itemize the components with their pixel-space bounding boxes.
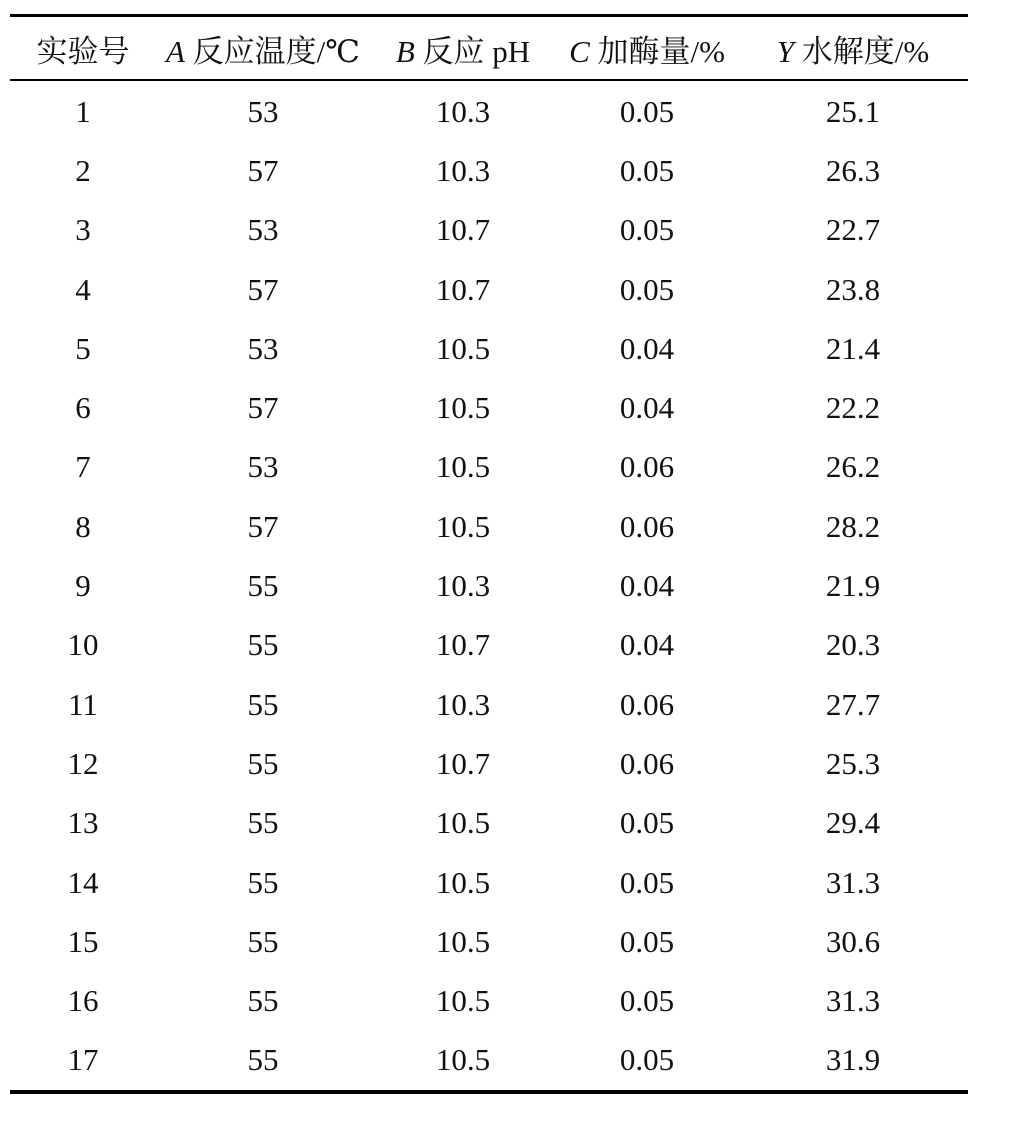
table-row — [10, 912, 968, 971]
cell-reaction-ph: 10.7 — [435, 745, 491, 781]
cell-enzyme-dosage: 0.04 — [619, 390, 675, 426]
cell-reaction-temperature: 55 — [247, 686, 279, 722]
cell-reaction-ph: 10.5 — [435, 449, 491, 485]
table-row — [10, 497, 968, 556]
table-header-row — [10, 17, 968, 79]
cell-hydrolysis-degree: 27.7 — [825, 686, 881, 722]
cell-enzyme-dosage: 0.04 — [619, 330, 675, 366]
cell-enzyme-dosage: 0.04 — [619, 627, 675, 663]
cell-enzyme-dosage: 0.05 — [619, 271, 675, 307]
cell-hydrolysis-degree: 26.3 — [825, 152, 881, 188]
experiment-table — [10, 14, 968, 1094]
table-row — [10, 971, 968, 1030]
cell-reaction-ph: 10.5 — [435, 330, 491, 366]
cell-hydrolysis-degree: 31.9 — [825, 1042, 881, 1078]
header-col4-var: C — [569, 33, 590, 69]
header-col2-var: A — [166, 33, 185, 69]
cell-hydrolysis-degree: 29.4 — [825, 805, 881, 841]
table-row — [10, 319, 968, 378]
cell-enzyme-dosage: 0.06 — [619, 449, 675, 485]
table-row — [10, 734, 968, 793]
cell-enzyme-dosage: 0.05 — [619, 212, 675, 248]
cell-hydrolysis-degree: 23.8 — [825, 271, 881, 307]
cell-hydrolysis-degree: 25.1 — [825, 93, 881, 129]
cell-hydrolysis-degree: 25.3 — [825, 745, 881, 781]
cell-experiment-number: 5 — [75, 330, 91, 366]
header-reaction-ph — [370, 26, 556, 71]
cell-reaction-ph: 10.7 — [435, 627, 491, 663]
cell-reaction-temperature: 53 — [247, 93, 279, 129]
cell-reaction-temperature: 53 — [247, 330, 279, 366]
cell-reaction-ph: 10.5 — [435, 1042, 491, 1078]
cell-experiment-number: 10 — [67, 627, 99, 663]
table-bottom-rule — [10, 1090, 968, 1094]
cell-experiment-number: 15 — [67, 923, 99, 959]
table-row — [10, 438, 968, 497]
cell-reaction-temperature: 55 — [247, 864, 279, 900]
cell-reaction-temperature: 55 — [247, 568, 279, 604]
cell-reaction-temperature: 53 — [247, 212, 279, 248]
cell-enzyme-dosage: 0.05 — [619, 805, 675, 841]
cell-reaction-ph: 10.5 — [435, 805, 491, 841]
cell-reaction-ph: 10.5 — [435, 983, 491, 1019]
table-row — [10, 82, 968, 141]
cell-reaction-ph: 10.7 — [435, 271, 491, 307]
cell-reaction-ph: 10.7 — [435, 212, 491, 248]
cell-reaction-temperature: 55 — [247, 627, 279, 663]
cell-reaction-temperature: 55 — [247, 983, 279, 1019]
header-hydrolysis-degree — [738, 26, 968, 71]
cell-experiment-number: 1 — [75, 93, 91, 129]
cell-enzyme-dosage: 0.05 — [619, 983, 675, 1019]
table-row — [10, 794, 968, 853]
cell-hydrolysis-degree: 21.4 — [825, 330, 881, 366]
cell-reaction-ph: 10.5 — [435, 508, 491, 544]
header-reaction-temperature — [156, 26, 370, 71]
cell-reaction-ph: 10.3 — [435, 686, 491, 722]
cell-reaction-temperature: 55 — [247, 745, 279, 781]
header-enzyme-dosage — [556, 26, 738, 71]
cell-experiment-number: 14 — [67, 864, 99, 900]
cell-reaction-temperature: 55 — [247, 805, 279, 841]
cell-experiment-number: 12 — [67, 745, 99, 781]
table-row — [10, 141, 968, 200]
table-row — [10, 675, 968, 734]
cell-reaction-ph: 10.3 — [435, 152, 491, 188]
table-body — [10, 81, 968, 1090]
header-col5-label: 水解度/% — [801, 33, 930, 69]
header-col3-var: B — [395, 33, 415, 69]
header-col2-label: 反应温度/℃ — [192, 33, 360, 69]
header-col5-var: Y — [776, 33, 795, 69]
table-row — [10, 556, 968, 615]
cell-experiment-number: 13 — [67, 805, 99, 841]
cell-experiment-number: 8 — [75, 508, 91, 544]
cell-hydrolysis-degree: 28.2 — [825, 508, 881, 544]
table-row — [10, 260, 968, 319]
cell-hydrolysis-degree: 31.3 — [825, 864, 881, 900]
cell-enzyme-dosage: 0.06 — [619, 508, 675, 544]
cell-enzyme-dosage: 0.04 — [619, 568, 675, 604]
cell-hydrolysis-degree: 30.6 — [825, 923, 881, 959]
cell-reaction-ph: 10.5 — [435, 864, 491, 900]
cell-reaction-temperature: 55 — [247, 1042, 279, 1078]
cell-experiment-number: 9 — [75, 568, 91, 604]
cell-reaction-temperature: 57 — [247, 508, 279, 544]
cell-experiment-number: 11 — [68, 686, 98, 722]
cell-experiment-number: 6 — [75, 390, 91, 426]
cell-enzyme-dosage: 0.05 — [619, 1042, 675, 1078]
header-col1-label: 实验号 — [36, 33, 130, 69]
cell-reaction-ph: 10.5 — [435, 390, 491, 426]
cell-hydrolysis-degree: 21.9 — [825, 568, 881, 604]
table-row — [10, 201, 968, 260]
header-experiment-number — [10, 26, 156, 71]
cell-enzyme-dosage: 0.05 — [619, 152, 675, 188]
header-col3-label: 反应 pH — [422, 33, 531, 69]
cell-enzyme-dosage: 0.06 — [619, 745, 675, 781]
cell-enzyme-dosage: 0.05 — [619, 93, 675, 129]
table-row — [10, 378, 968, 437]
cell-reaction-ph: 10.3 — [435, 568, 491, 604]
cell-experiment-number: 17 — [67, 1042, 99, 1078]
cell-experiment-number: 16 — [67, 983, 99, 1019]
cell-enzyme-dosage: 0.05 — [619, 864, 675, 900]
cell-reaction-temperature: 57 — [247, 271, 279, 307]
cell-experiment-number: 3 — [75, 212, 91, 248]
cell-reaction-temperature: 53 — [247, 449, 279, 485]
cell-hydrolysis-degree: 20.3 — [825, 627, 881, 663]
cell-experiment-number: 7 — [75, 449, 91, 485]
cell-reaction-temperature: 57 — [247, 152, 279, 188]
cell-hydrolysis-degree: 22.7 — [825, 212, 881, 248]
cell-enzyme-dosage: 0.05 — [619, 923, 675, 959]
cell-hydrolysis-degree: 22.2 — [825, 390, 881, 426]
cell-reaction-temperature: 55 — [247, 923, 279, 959]
table-row — [10, 616, 968, 675]
cell-hydrolysis-degree: 26.2 — [825, 449, 881, 485]
cell-experiment-number: 4 — [75, 271, 91, 307]
cell-enzyme-dosage: 0.06 — [619, 686, 675, 722]
cell-experiment-number: 2 — [75, 152, 91, 188]
cell-reaction-ph: 10.5 — [435, 923, 491, 959]
cell-reaction-temperature: 57 — [247, 390, 279, 426]
table-row — [10, 853, 968, 912]
header-col4-label: 加酶量/% — [597, 33, 725, 69]
cell-reaction-ph: 10.3 — [435, 93, 491, 129]
cell-hydrolysis-degree: 31.3 — [825, 983, 881, 1019]
table-row — [10, 1031, 968, 1090]
